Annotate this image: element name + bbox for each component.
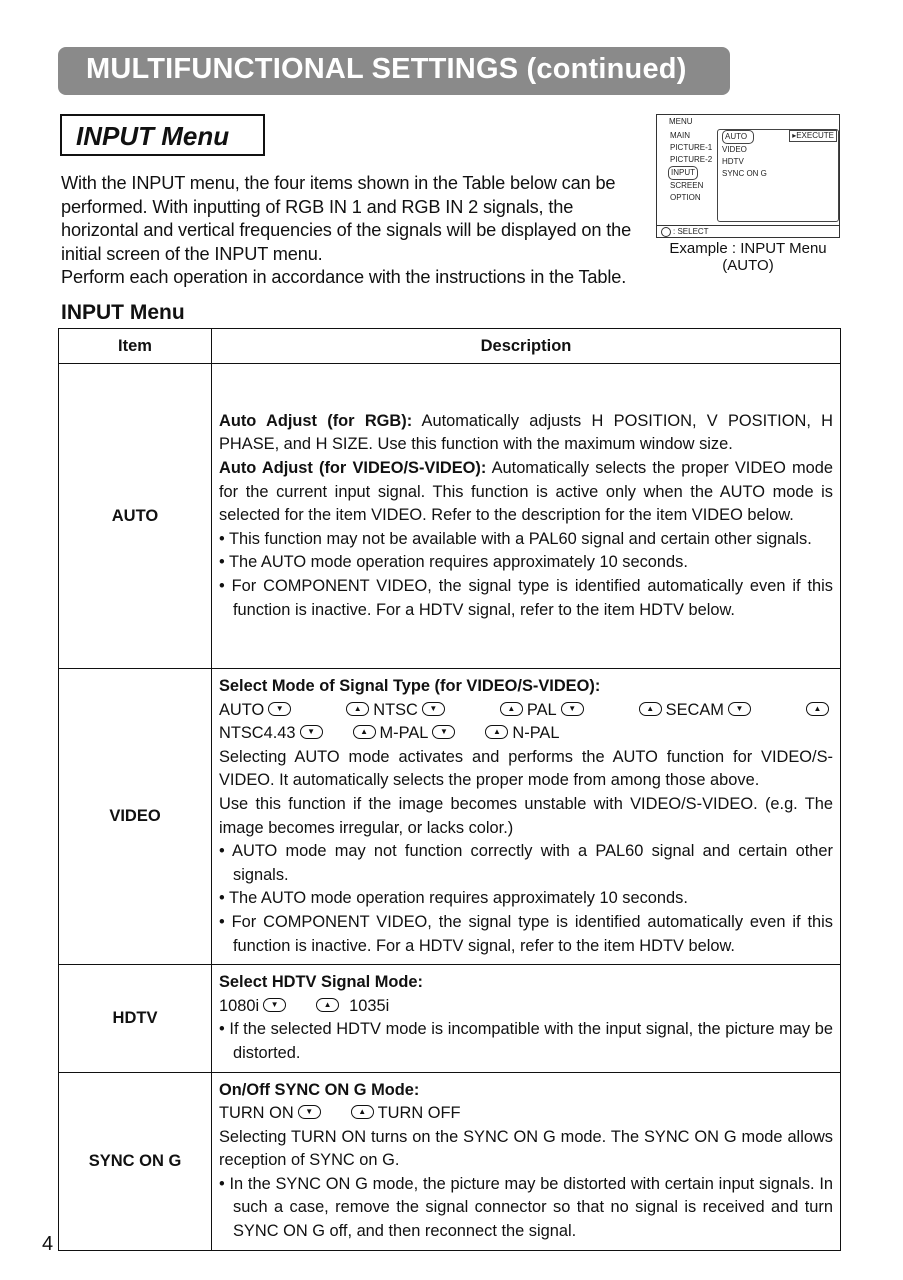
video-label: Select Mode of Signal Type (for VIDEO/S-VIDEO): <box>219 677 601 695</box>
down-button-icon: ▼ <box>728 702 751 716</box>
bullet: • The AUTO mode operation requires approximately 10 seconds. <box>219 553 688 572</box>
table-title: INPUT Menu <box>61 301 185 324</box>
video-options-line1 <box>219 699 833 723</box>
menu-heading-box <box>60 114 265 156</box>
option-ntsc: NTSC <box>373 700 418 719</box>
row-desc-sync <box>212 1072 841 1250</box>
row-desc-video <box>212 669 841 965</box>
video-paragraph: Use this function if the image becomes unstable with VIDEO/S-VIDEO. (e.g. The image becomes irregular, or lacks color.) <box>219 794 833 837</box>
osd-select-hint: : SELECT <box>673 227 709 237</box>
option-1035i: 1035i <box>349 996 390 1015</box>
page-number: 4 <box>42 1233 54 1255</box>
option-ntsc443: NTSC4.43 <box>219 724 296 743</box>
osd-execute: ▸EXECUTE <box>789 130 837 142</box>
table-row <box>59 669 841 965</box>
up-button-icon: ▲ <box>351 1105 374 1119</box>
up-button-icon: ▲ <box>485 725 508 739</box>
auto-rgb-text: Automatically adjusts H POSITION, V POSITION, H PHASE, and H SIZE. Use this function with the maximum window size. <box>219 411 833 454</box>
down-button-icon: ▼ <box>432 725 455 739</box>
intro-line: initial screen of the INPUT menu. <box>61 243 323 264</box>
bullet: • AUTO mode may not function correctly with a PAL60 signal and certain other signals. <box>219 842 833 884</box>
table-row <box>59 965 841 1072</box>
osd-submenu-panel <box>717 129 839 222</box>
bullet: • The AUTO mode operation requires approximately 10 seconds. <box>219 889 688 908</box>
bullet: • This function may not be available with a PAL60 signal and certain other signals. <box>219 529 812 548</box>
row-item-sync: SYNC ON G <box>59 1072 212 1250</box>
section-banner <box>58 47 730 95</box>
banner-title: MULTIFUNCTIONAL SETTINGS (continued) <box>86 53 687 85</box>
bullet: • If the selected HDTV mode is incompatible with the input signal, the picture may be distorted. <box>219 1020 833 1062</box>
osd-item-selected: INPUT <box>668 166 698 180</box>
up-button-icon: ▲ <box>639 702 662 716</box>
row-desc-hdtv <box>212 965 841 1072</box>
row-item-hdtv: HDTV <box>59 965 212 1072</box>
osd-item: MAIN <box>670 131 690 140</box>
option-auto: AUTO <box>219 700 265 719</box>
row-desc-auto <box>212 364 841 669</box>
osd-left-menu <box>668 130 714 204</box>
header-description: Description <box>212 329 841 364</box>
input-menu-table <box>58 328 841 1251</box>
intro-line: Perform each operation in accordance with the instructions in the Table. <box>61 267 627 288</box>
down-button-icon: ▼ <box>422 702 445 716</box>
table-row <box>59 1072 841 1250</box>
option-1080i: 1080i <box>219 996 260 1015</box>
osd-item: PICTURE-2 <box>670 155 713 164</box>
up-button-icon: ▲ <box>500 702 523 716</box>
osd-subitem: SYNC ON G <box>722 169 767 178</box>
option-mpal: M-PAL <box>379 724 429 743</box>
auto-rgb-label: Auto Adjust (for RGB): <box>219 411 413 430</box>
down-button-icon: ▼ <box>268 702 291 716</box>
intro-line: horizontal and vertical frequencies of the signals will be displayed on the <box>61 220 632 241</box>
osd-caption <box>656 240 840 274</box>
table-header-row <box>59 329 841 364</box>
caption-line: Example : INPUT Menu <box>669 240 827 257</box>
bullet: • For COMPONENT VIDEO, the signal type is identified automatically even if this function is inactive. For a HDTV signal, refer to the item HDTV below. <box>219 576 833 619</box>
osd-subitem: VIDEO <box>722 145 747 154</box>
osd-title: MENU <box>669 117 693 126</box>
up-button-icon: ▲ <box>346 702 369 716</box>
menu-heading: INPUT Menu <box>76 121 230 151</box>
sync-label: On/Off SYNC ON G Mode: <box>219 1080 420 1099</box>
table-row <box>59 364 841 669</box>
row-item-auto: AUTO <box>59 364 212 669</box>
down-button-icon: ▼ <box>300 725 323 739</box>
up-button-icon: ▲ <box>316 998 339 1012</box>
bullet: • In the SYNC ON G mode, the picture may be distorted with certain input signals. In such a case, remove the signal connector so that no signal is received and turn SYNC ON G off, and then reconnect the signal. <box>219 1174 833 1241</box>
hdtv-options <box>219 995 833 1019</box>
osd-footer <box>657 225 839 237</box>
intro-line: With the INPUT menu, the four items shown in the Table below can be <box>61 173 616 193</box>
auto-video-text: Automatically selects the proper VIDEO mode for the current input signal. This function is active only when the AUTO mode is selected for the item VIDEO. Refer to the description for the item VIDEO below. <box>219 459 833 525</box>
option-turn-off: TURN OFF <box>377 1104 461 1123</box>
osd-item: SCREEN <box>670 181 704 190</box>
down-button-icon: ▼ <box>561 702 584 716</box>
up-button-icon: ▲ <box>806 702 829 716</box>
option-pal: PAL <box>526 700 557 719</box>
down-button-icon: ▼ <box>298 1105 321 1119</box>
hdtv-label: Select HDTV Signal Mode: <box>219 973 424 992</box>
osd-subitem-selected: AUTO <box>722 130 754 144</box>
video-paragraph: Selecting AUTO mode activates and performs the AUTO function for VIDEO/S-VIDEO. It automatically selects the proper mode from among those above. <box>219 747 833 790</box>
option-secam: SECAM <box>665 700 724 719</box>
intro-paragraph <box>61 172 631 290</box>
sync-options <box>219 1102 833 1126</box>
select-dial-icon <box>661 227 671 237</box>
up-button-icon: ▲ <box>353 725 376 739</box>
bullet: • For COMPONENT VIDEO, the signal type is identified automatically even if this function is inactive. For a HDTV signal, refer to the item HDTV below. <box>219 912 833 955</box>
osd-menu-example <box>656 114 840 238</box>
intro-line: performed. With inputting of RGB IN 1 and RGB IN 2 signals, the <box>61 196 574 217</box>
osd-subitem: HDTV <box>722 157 744 166</box>
down-button-icon: ▼ <box>263 998 286 1012</box>
option-turn-on: TURN ON <box>219 1104 294 1123</box>
osd-item: OPTION <box>670 193 701 202</box>
option-npal: N-PAL <box>512 724 560 743</box>
video-options-line2 <box>219 722 833 746</box>
osd-item: PICTURE-1 <box>670 143 713 152</box>
caption-line: (AUTO) <box>722 257 774 274</box>
sync-paragraph: Selecting TURN ON turns on the SYNC ON G mode. The SYNC ON G mode allows reception of SYNC on G. <box>219 1127 833 1170</box>
auto-video-label: Auto Adjust (for VIDEO/S-VIDEO): <box>219 459 487 478</box>
row-item-video: VIDEO <box>59 669 212 965</box>
header-item: Item <box>59 329 212 364</box>
